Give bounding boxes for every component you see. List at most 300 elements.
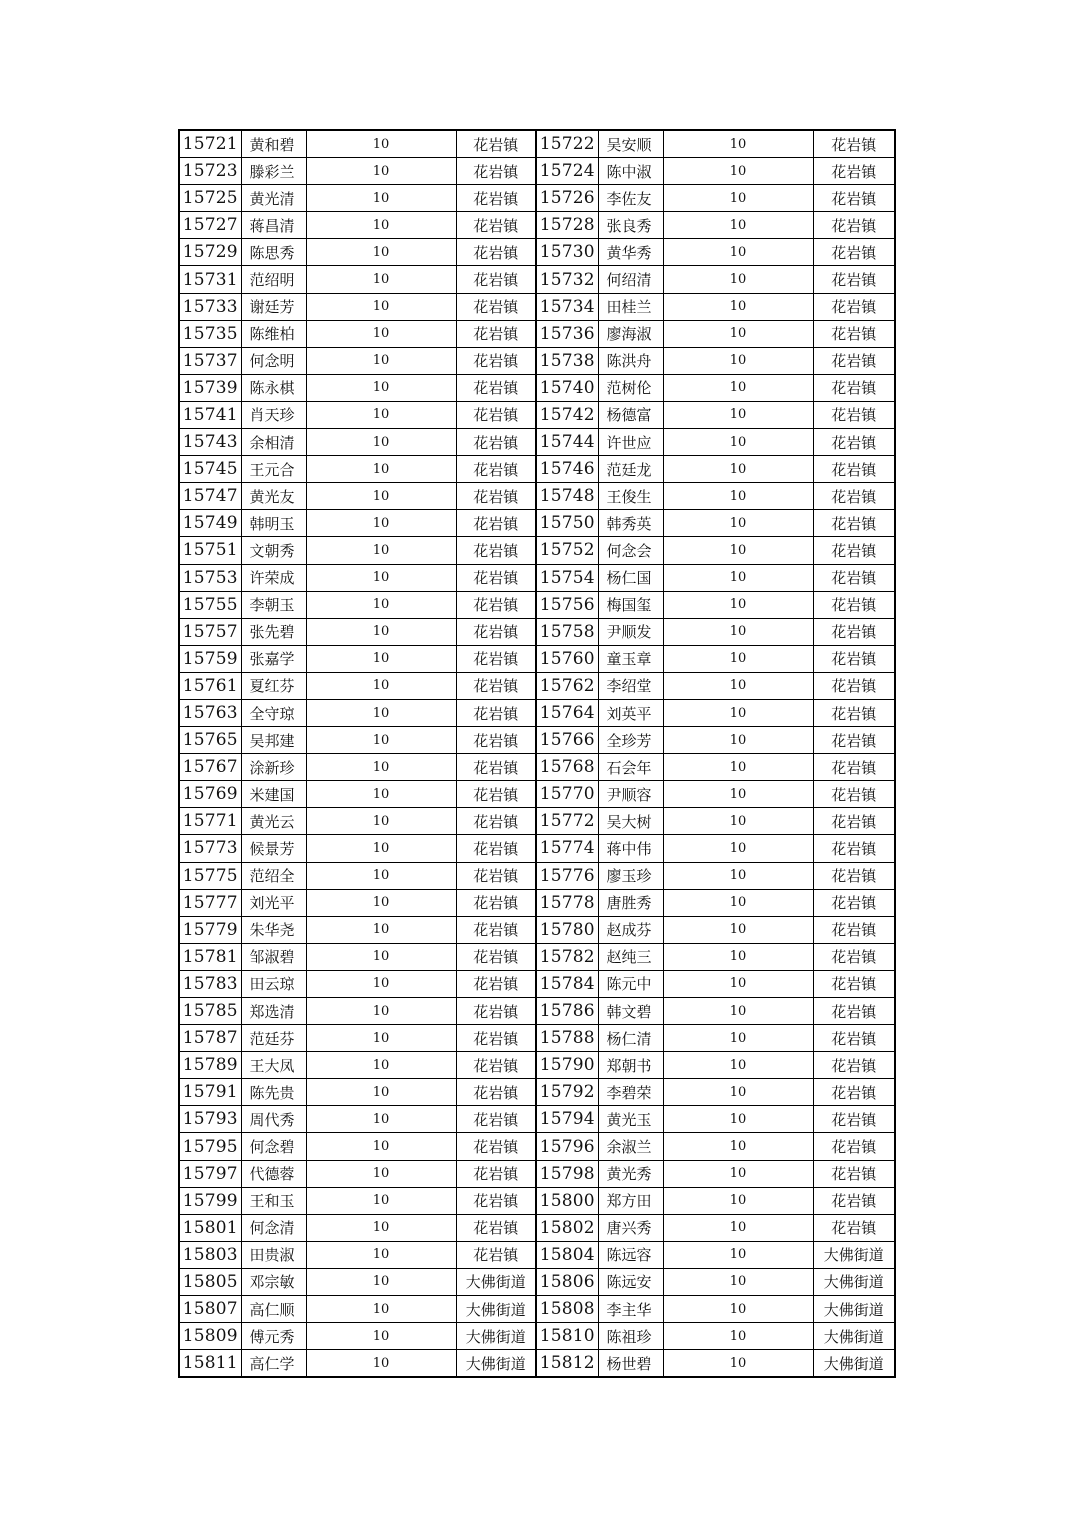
right-person-name-cell: 郑方田 <box>598 1187 663 1214</box>
table-row <box>179 1214 895 1241</box>
right-amount-cell: 10 <box>663 456 813 483</box>
left-record-id-cell: 15723 <box>179 158 241 185</box>
left-place-name-cell: 花岩镇 <box>456 591 536 618</box>
table-row <box>179 1079 895 1106</box>
left-place-name-cell: 花岩镇 <box>456 266 536 293</box>
right-record-id-cell: 15762 <box>536 672 598 699</box>
right-record-id-cell: 15756 <box>536 591 598 618</box>
right-place-name-cell: 花岩镇 <box>813 970 895 997</box>
left-amount-cell: 10 <box>306 862 456 889</box>
left-amount-cell: 10 <box>306 618 456 645</box>
right-record-id-cell: 15798 <box>536 1160 598 1187</box>
left-person-name-cell: 候景芳 <box>241 835 306 862</box>
right-place-name-cell: 花岩镇 <box>813 672 895 699</box>
left-amount-cell: 10 <box>306 185 456 212</box>
right-record-id-cell: 15788 <box>536 1025 598 1052</box>
left-place-name-cell: 花岩镇 <box>456 212 536 239</box>
left-person-name-cell: 陈永棋 <box>241 374 306 401</box>
left-place-name-cell: 花岩镇 <box>456 293 536 320</box>
left-record-id-cell: 15725 <box>179 185 241 212</box>
right-record-id-cell: 15746 <box>536 456 598 483</box>
right-record-id-cell: 15764 <box>536 699 598 726</box>
right-amount-cell: 10 <box>663 998 813 1025</box>
right-amount-cell: 10 <box>663 1079 813 1106</box>
left-record-id-cell: 15769 <box>179 781 241 808</box>
left-amount-cell: 10 <box>306 537 456 564</box>
table-row <box>179 320 895 347</box>
right-place-name-cell: 大佛街道 <box>813 1268 895 1295</box>
left-place-name-cell: 花岩镇 <box>456 998 536 1025</box>
right-person-name-cell: 黄华秀 <box>598 239 663 266</box>
right-person-name-cell: 尹顺容 <box>598 781 663 808</box>
left-place-name-cell: 花岩镇 <box>456 429 536 456</box>
table-row <box>179 727 895 754</box>
left-person-name-cell: 张嘉学 <box>241 645 306 672</box>
table-row <box>179 591 895 618</box>
right-amount-cell: 10 <box>663 320 813 347</box>
left-person-name-cell: 何念碧 <box>241 1133 306 1160</box>
left-place-name-cell: 花岩镇 <box>456 1025 536 1052</box>
table-row <box>179 835 895 862</box>
left-person-name-cell: 吴邦建 <box>241 727 306 754</box>
right-person-name-cell: 陈中淑 <box>598 158 663 185</box>
table-row <box>179 998 895 1025</box>
right-record-id-cell: 15790 <box>536 1052 598 1079</box>
left-place-name-cell: 花岩镇 <box>456 618 536 645</box>
right-person-name-cell: 杨德富 <box>598 401 663 428</box>
right-record-id-cell: 15736 <box>536 320 598 347</box>
table-row <box>179 618 895 645</box>
left-place-name-cell: 花岩镇 <box>456 185 536 212</box>
right-amount-cell: 10 <box>663 1214 813 1241</box>
right-record-id-cell: 15766 <box>536 727 598 754</box>
left-person-name-cell: 高仁顺 <box>241 1296 306 1323</box>
table-row <box>179 1241 895 1268</box>
left-place-name-cell: 花岩镇 <box>456 320 536 347</box>
right-person-name-cell: 吴大树 <box>598 808 663 835</box>
left-record-id-cell: 15807 <box>179 1296 241 1323</box>
right-record-id-cell: 15778 <box>536 889 598 916</box>
right-amount-cell: 10 <box>663 1052 813 1079</box>
table-row <box>179 239 895 266</box>
right-person-name-cell: 廖海淑 <box>598 320 663 347</box>
left-record-id-cell: 15787 <box>179 1025 241 1052</box>
right-record-id-cell: 15776 <box>536 862 598 889</box>
left-amount-cell: 10 <box>306 212 456 239</box>
right-record-id-cell: 15744 <box>536 429 598 456</box>
right-amount-cell: 10 <box>663 591 813 618</box>
right-place-name-cell: 花岩镇 <box>813 456 895 483</box>
table-row <box>179 1268 895 1295</box>
right-record-id-cell: 15804 <box>536 1241 598 1268</box>
left-person-name-cell: 韩明玉 <box>241 510 306 537</box>
left-place-name-cell: 花岩镇 <box>456 537 536 564</box>
right-person-name-cell: 韩秀英 <box>598 510 663 537</box>
right-record-id-cell: 15780 <box>536 916 598 943</box>
left-record-id-cell: 15753 <box>179 564 241 591</box>
left-amount-cell: 10 <box>306 1160 456 1187</box>
left-place-name-cell: 大佛街道 <box>456 1296 536 1323</box>
table-row <box>179 483 895 510</box>
right-person-name-cell: 全珍芳 <box>598 727 663 754</box>
table-row <box>179 1296 895 1323</box>
left-amount-cell: 10 <box>306 727 456 754</box>
right-person-name-cell: 石会年 <box>598 754 663 781</box>
left-record-id-cell: 15731 <box>179 266 241 293</box>
left-person-name-cell: 米建国 <box>241 781 306 808</box>
right-person-name-cell: 许世应 <box>598 429 663 456</box>
left-record-id-cell: 15751 <box>179 537 241 564</box>
right-person-name-cell: 余淑兰 <box>598 1133 663 1160</box>
left-record-id-cell: 15745 <box>179 456 241 483</box>
right-place-name-cell: 花岩镇 <box>813 835 895 862</box>
left-amount-cell: 10 <box>306 808 456 835</box>
right-record-id-cell: 15796 <box>536 1133 598 1160</box>
left-amount-cell: 10 <box>306 510 456 537</box>
right-amount-cell: 10 <box>663 1160 813 1187</box>
left-amount-cell: 10 <box>306 699 456 726</box>
left-place-name-cell: 大佛街道 <box>456 1350 536 1378</box>
right-amount-cell: 10 <box>663 185 813 212</box>
right-person-name-cell: 赵成芬 <box>598 916 663 943</box>
left-person-name-cell: 陈先贵 <box>241 1079 306 1106</box>
right-person-name-cell: 童玉章 <box>598 645 663 672</box>
left-record-id-cell: 15737 <box>179 347 241 374</box>
right-place-name-cell: 花岩镇 <box>813 374 895 401</box>
right-amount-cell: 10 <box>663 374 813 401</box>
left-amount-cell: 10 <box>306 970 456 997</box>
right-amount-cell: 10 <box>663 754 813 781</box>
right-record-id-cell: 15774 <box>536 835 598 862</box>
right-place-name-cell: 大佛街道 <box>813 1350 895 1378</box>
left-amount-cell: 10 <box>306 916 456 943</box>
right-amount-cell: 10 <box>663 970 813 997</box>
right-place-name-cell: 花岩镇 <box>813 889 895 916</box>
right-place-name-cell: 花岩镇 <box>813 401 895 428</box>
right-place-name-cell: 花岩镇 <box>813 347 895 374</box>
left-record-id-cell: 15727 <box>179 212 241 239</box>
right-place-name-cell: 花岩镇 <box>813 998 895 1025</box>
left-record-id-cell: 15763 <box>179 699 241 726</box>
right-place-name-cell: 花岩镇 <box>813 429 895 456</box>
left-record-id-cell: 15721 <box>179 130 241 158</box>
right-person-name-cell: 蒋中伟 <box>598 835 663 862</box>
left-place-name-cell: 花岩镇 <box>456 158 536 185</box>
left-person-name-cell: 范绍明 <box>241 266 306 293</box>
right-record-id-cell: 15730 <box>536 239 598 266</box>
table-row <box>179 754 895 781</box>
left-place-name-cell: 大佛街道 <box>456 1268 536 1295</box>
left-record-id-cell: 15759 <box>179 645 241 672</box>
left-place-name-cell: 花岩镇 <box>456 374 536 401</box>
right-person-name-cell: 李绍堂 <box>598 672 663 699</box>
right-place-name-cell: 花岩镇 <box>813 1079 895 1106</box>
left-place-name-cell: 花岩镇 <box>456 862 536 889</box>
left-person-name-cell: 高仁学 <box>241 1350 306 1378</box>
left-place-name-cell: 花岩镇 <box>456 130 536 158</box>
right-place-name-cell: 花岩镇 <box>813 564 895 591</box>
left-place-name-cell: 花岩镇 <box>456 1079 536 1106</box>
right-record-id-cell: 15758 <box>536 618 598 645</box>
left-amount-cell: 10 <box>306 1214 456 1241</box>
right-person-name-cell: 李佐友 <box>598 185 663 212</box>
right-person-name-cell: 郑朝书 <box>598 1052 663 1079</box>
right-place-name-cell: 花岩镇 <box>813 185 895 212</box>
table-row <box>179 374 895 401</box>
right-amount-cell: 10 <box>663 483 813 510</box>
right-place-name-cell: 花岩镇 <box>813 618 895 645</box>
right-amount-cell: 10 <box>663 727 813 754</box>
right-place-name-cell: 花岩镇 <box>813 293 895 320</box>
left-record-id-cell: 15747 <box>179 483 241 510</box>
left-record-id-cell: 15797 <box>179 1160 241 1187</box>
right-record-id-cell: 15808 <box>536 1296 598 1323</box>
left-record-id-cell: 15805 <box>179 1268 241 1295</box>
left-amount-cell: 10 <box>306 456 456 483</box>
left-place-name-cell: 花岩镇 <box>456 754 536 781</box>
table-row <box>179 456 895 483</box>
left-amount-cell: 10 <box>306 1268 456 1295</box>
left-amount-cell: 10 <box>306 1241 456 1268</box>
right-amount-cell: 10 <box>663 808 813 835</box>
left-person-name-cell: 王和玉 <box>241 1187 306 1214</box>
right-place-name-cell: 花岩镇 <box>813 916 895 943</box>
left-amount-cell: 10 <box>306 1350 456 1378</box>
left-record-id-cell: 15733 <box>179 293 241 320</box>
left-place-name-cell: 花岩镇 <box>456 1106 536 1133</box>
left-record-id-cell: 15811 <box>179 1350 241 1378</box>
right-place-name-cell: 花岩镇 <box>813 591 895 618</box>
right-place-name-cell: 花岩镇 <box>813 1133 895 1160</box>
right-amount-cell: 10 <box>663 862 813 889</box>
left-record-id-cell: 15781 <box>179 943 241 970</box>
right-record-id-cell: 15754 <box>536 564 598 591</box>
left-person-name-cell: 周代秀 <box>241 1106 306 1133</box>
table-row <box>179 808 895 835</box>
right-person-name-cell: 张良秀 <box>598 212 663 239</box>
right-place-name-cell: 花岩镇 <box>813 266 895 293</box>
right-person-name-cell: 刘英平 <box>598 699 663 726</box>
right-record-id-cell: 15802 <box>536 1214 598 1241</box>
table-row <box>179 537 895 564</box>
right-record-id-cell: 15794 <box>536 1106 598 1133</box>
right-amount-cell: 10 <box>663 510 813 537</box>
table-row <box>179 1133 895 1160</box>
left-place-name-cell: 花岩镇 <box>456 483 536 510</box>
table-row <box>179 1187 895 1214</box>
table-row <box>179 1052 895 1079</box>
right-person-name-cell: 陈远容 <box>598 1241 663 1268</box>
table-row <box>179 293 895 320</box>
left-record-id-cell: 15735 <box>179 320 241 347</box>
left-place-name-cell: 花岩镇 <box>456 1187 536 1214</box>
table-row <box>179 185 895 212</box>
right-person-name-cell: 何绍清 <box>598 266 663 293</box>
right-amount-cell: 10 <box>663 618 813 645</box>
table-row <box>179 401 895 428</box>
left-amount-cell: 10 <box>306 591 456 618</box>
table-row <box>179 510 895 537</box>
left-amount-cell: 10 <box>306 1079 456 1106</box>
left-person-name-cell: 陈思秀 <box>241 239 306 266</box>
left-person-name-cell: 王大凤 <box>241 1052 306 1079</box>
right-place-name-cell: 花岩镇 <box>813 320 895 347</box>
left-record-id-cell: 15757 <box>179 618 241 645</box>
right-amount-cell: 10 <box>663 537 813 564</box>
right-amount-cell: 10 <box>663 347 813 374</box>
right-place-name-cell: 花岩镇 <box>813 781 895 808</box>
right-place-name-cell: 花岩镇 <box>813 537 895 564</box>
right-person-name-cell: 王俊生 <box>598 483 663 510</box>
left-amount-cell: 10 <box>306 1052 456 1079</box>
left-place-name-cell: 花岩镇 <box>456 1133 536 1160</box>
left-amount-cell: 10 <box>306 401 456 428</box>
left-amount-cell: 10 <box>306 483 456 510</box>
left-person-name-cell: 朱华尧 <box>241 916 306 943</box>
left-record-id-cell: 15741 <box>179 401 241 428</box>
left-person-name-cell: 刘光平 <box>241 889 306 916</box>
left-place-name-cell: 花岩镇 <box>456 672 536 699</box>
table-row <box>179 347 895 374</box>
right-place-name-cell: 大佛街道 <box>813 1241 895 1268</box>
right-place-name-cell: 花岩镇 <box>813 130 895 158</box>
right-amount-cell: 10 <box>663 266 813 293</box>
left-amount-cell: 10 <box>306 1133 456 1160</box>
right-record-id-cell: 15738 <box>536 347 598 374</box>
right-amount-cell: 10 <box>663 916 813 943</box>
left-amount-cell: 10 <box>306 158 456 185</box>
left-place-name-cell: 花岩镇 <box>456 401 536 428</box>
right-record-id-cell: 15812 <box>536 1350 598 1378</box>
left-record-id-cell: 15801 <box>179 1214 241 1241</box>
left-record-id-cell: 15785 <box>179 998 241 1025</box>
left-record-id-cell: 15761 <box>179 672 241 699</box>
right-record-id-cell: 15726 <box>536 185 598 212</box>
left-person-name-cell: 范廷芬 <box>241 1025 306 1052</box>
right-amount-cell: 10 <box>663 1133 813 1160</box>
left-person-name-cell: 张先碧 <box>241 618 306 645</box>
left-record-id-cell: 15765 <box>179 727 241 754</box>
right-place-name-cell: 花岩镇 <box>813 483 895 510</box>
left-record-id-cell: 15789 <box>179 1052 241 1079</box>
left-amount-cell: 10 <box>306 754 456 781</box>
left-person-name-cell: 田贵淑 <box>241 1241 306 1268</box>
left-place-name-cell: 花岩镇 <box>456 835 536 862</box>
left-person-name-cell: 黄和碧 <box>241 130 306 158</box>
right-amount-cell: 10 <box>663 239 813 266</box>
left-amount-cell: 10 <box>306 672 456 699</box>
right-amount-cell: 10 <box>663 1268 813 1295</box>
right-place-name-cell: 花岩镇 <box>813 1106 895 1133</box>
left-place-name-cell: 花岩镇 <box>456 1160 536 1187</box>
left-record-id-cell: 15775 <box>179 862 241 889</box>
right-person-name-cell: 杨世碧 <box>598 1350 663 1378</box>
left-amount-cell: 10 <box>306 347 456 374</box>
right-amount-cell: 10 <box>663 1241 813 1268</box>
left-record-id-cell: 15729 <box>179 239 241 266</box>
left-amount-cell: 10 <box>306 130 456 158</box>
table-row <box>179 862 895 889</box>
left-amount-cell: 10 <box>306 374 456 401</box>
right-record-id-cell: 15786 <box>536 998 598 1025</box>
table-row <box>179 130 895 158</box>
table-row <box>179 266 895 293</box>
right-record-id-cell: 15724 <box>536 158 598 185</box>
right-amount-cell: 10 <box>663 429 813 456</box>
left-amount-cell: 10 <box>306 889 456 916</box>
left-person-name-cell: 何念明 <box>241 347 306 374</box>
table-row <box>179 889 895 916</box>
left-person-name-cell: 全守琼 <box>241 699 306 726</box>
left-place-name-cell: 花岩镇 <box>456 1241 536 1268</box>
table-row <box>179 943 895 970</box>
right-amount-cell: 10 <box>663 1323 813 1350</box>
right-person-name-cell: 赵纯三 <box>598 943 663 970</box>
left-amount-cell: 10 <box>306 781 456 808</box>
table-row <box>179 429 895 456</box>
right-record-id-cell: 15772 <box>536 808 598 835</box>
left-amount-cell: 10 <box>306 1296 456 1323</box>
right-place-name-cell: 花岩镇 <box>813 1160 895 1187</box>
right-record-id-cell: 15750 <box>536 510 598 537</box>
left-amount-cell: 10 <box>306 943 456 970</box>
right-record-id-cell: 15800 <box>536 1187 598 1214</box>
left-record-id-cell: 15749 <box>179 510 241 537</box>
left-person-name-cell: 滕彩兰 <box>241 158 306 185</box>
right-amount-cell: 10 <box>663 212 813 239</box>
left-amount-cell: 10 <box>306 429 456 456</box>
left-place-name-cell: 大佛街道 <box>456 1323 536 1350</box>
right-person-name-cell: 廖玉珍 <box>598 862 663 889</box>
table-row <box>179 672 895 699</box>
right-record-id-cell: 15722 <box>536 130 598 158</box>
table-row <box>179 1025 895 1052</box>
right-record-id-cell: 15734 <box>536 293 598 320</box>
right-record-id-cell: 15784 <box>536 970 598 997</box>
left-amount-cell: 10 <box>306 1323 456 1350</box>
left-amount-cell: 10 <box>306 998 456 1025</box>
right-amount-cell: 10 <box>663 1106 813 1133</box>
left-place-name-cell: 花岩镇 <box>456 645 536 672</box>
left-person-name-cell: 肖天珍 <box>241 401 306 428</box>
right-person-name-cell: 田桂兰 <box>598 293 663 320</box>
right-person-name-cell: 韩文碧 <box>598 998 663 1025</box>
left-person-name-cell: 代德蓉 <box>241 1160 306 1187</box>
roster-table <box>178 129 896 1378</box>
right-person-name-cell: 范廷龙 <box>598 456 663 483</box>
left-person-name-cell: 邹淑碧 <box>241 943 306 970</box>
right-place-name-cell: 花岩镇 <box>813 754 895 781</box>
left-record-id-cell: 15773 <box>179 835 241 862</box>
left-place-name-cell: 花岩镇 <box>456 727 536 754</box>
right-amount-cell: 10 <box>663 1025 813 1052</box>
table-row <box>179 1323 895 1350</box>
left-record-id-cell: 15739 <box>179 374 241 401</box>
left-record-id-cell: 15767 <box>179 754 241 781</box>
right-person-name-cell: 黄光玉 <box>598 1106 663 1133</box>
left-person-name-cell: 范绍全 <box>241 862 306 889</box>
left-person-name-cell: 谢廷芳 <box>241 293 306 320</box>
left-person-name-cell: 蒋昌清 <box>241 212 306 239</box>
right-amount-cell: 10 <box>663 158 813 185</box>
right-place-name-cell: 花岩镇 <box>813 1052 895 1079</box>
right-record-id-cell: 15732 <box>536 266 598 293</box>
right-person-name-cell: 范树伦 <box>598 374 663 401</box>
right-person-name-cell: 陈元中 <box>598 970 663 997</box>
right-record-id-cell: 15792 <box>536 1079 598 1106</box>
left-place-name-cell: 花岩镇 <box>456 808 536 835</box>
right-place-name-cell: 花岩镇 <box>813 645 895 672</box>
